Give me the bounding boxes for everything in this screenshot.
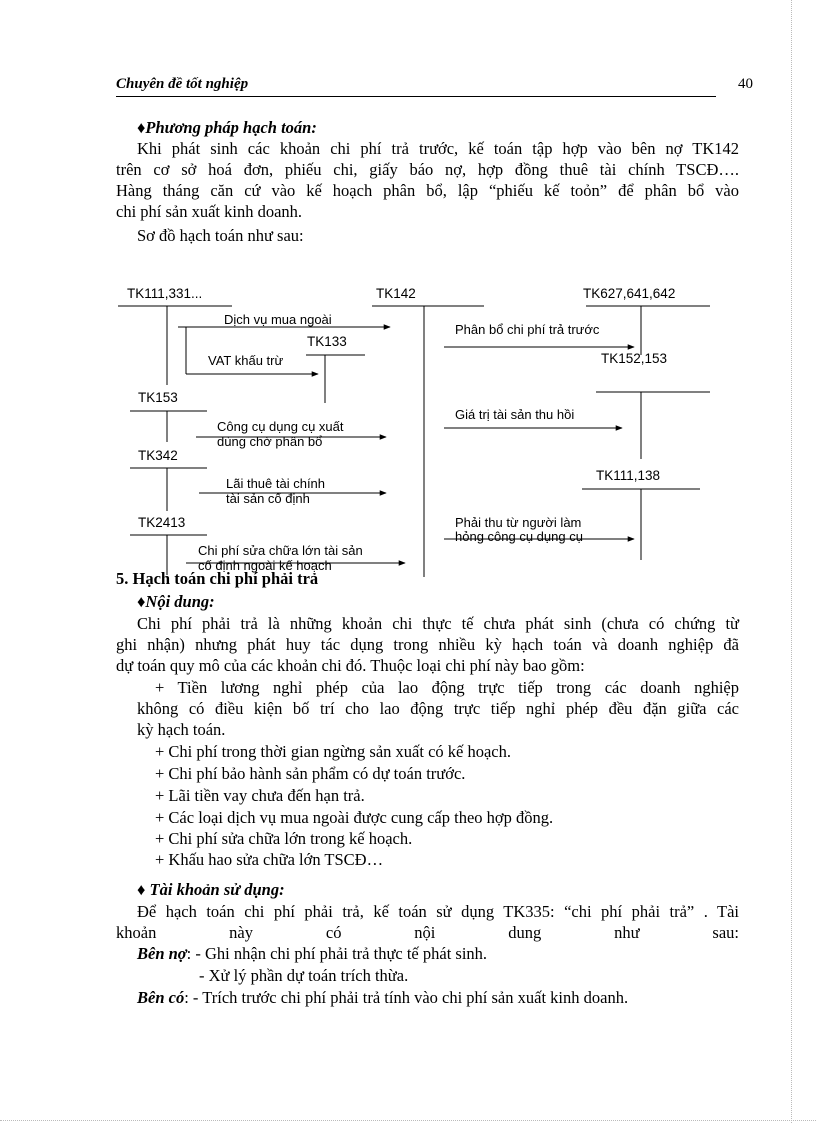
flow-label: Công cụ dụng cụ xuất <box>217 419 344 434</box>
account-heading: ♦ Tài khoản sử dụng: <box>137 880 285 899</box>
list-item: + Lãi tiền vay chưa đến hạn trả. <box>155 786 365 805</box>
credit-line: Bên có: - Trích trước chi phí phải trả tính vào chi phí sản xuất kinh doanh. <box>137 988 629 1007</box>
diamond-bullet-icon: ♦ <box>137 118 146 137</box>
diamond-bullet-icon: ♦ <box>137 880 146 899</box>
flow-label: cố định ngoài kế hoạch <box>198 558 332 573</box>
debit-label: Bên nợ <box>137 944 187 963</box>
account-label: TK142 <box>376 286 416 301</box>
page-edge-guide <box>0 1120 816 1121</box>
list-item: + Khấu hao sửa chữa lớn TSCĐ… <box>155 850 384 869</box>
section-heading: 5. Hạch toán chi phí phải trả <box>116 569 319 588</box>
flow-label: hỏng công cụ dụng cụ <box>455 529 583 544</box>
flow-label: dùng chờ phân bổ <box>217 434 323 449</box>
list-item: kỳ hạch toán. <box>137 720 226 739</box>
account-label: TK2413 <box>138 515 186 530</box>
paragraph-line: Chi phí phải trả là những khoản chi thực tế chưa phát sinh (chưa có chứng từ <box>137 614 739 633</box>
list-item: + Chi phí bảo hành sản phẩm có dự toán trước. <box>155 764 466 783</box>
list-item: + Các loại dịch vụ mua ngoài được cung cấp theo hợp đồng. <box>155 808 554 827</box>
paragraph-line: Để hạch toán chi phí phải trả, kế toán sử dụng TK335: “chi phí phải trả” . Tài <box>137 902 739 921</box>
account-label: TK111,138 <box>596 468 661 483</box>
list-item: + Chi phí trong thời gian ngừng sản xuất có kế hoạch. <box>155 742 511 761</box>
list-item: + Tiền lương nghỉ phép của lao động trực tiếp trong các doanh nghiệp <box>155 678 739 697</box>
header-title: Chuyên đề tốt nghiệp <box>116 76 249 92</box>
diagram-intro: Sơ đồ hạch toán như sau: <box>137 226 304 245</box>
flow-label: Lãi thuê tài chính <box>226 476 326 491</box>
flow-label: Dịch vụ mua ngoài <box>224 312 332 327</box>
flow-label: Phân bổ chi phí trả trước <box>455 322 600 337</box>
list-item: + Chi phí sửa chữa lớn trong kế hoạch. <box>155 829 413 848</box>
list-item: không có điều kiện bố trí cho lao động trực tiếp nghỉ phép đều đặn giữa các <box>137 699 739 718</box>
paragraph-line: chi phí sản xuất kinh doanh. <box>116 202 303 221</box>
method-heading: ♦Phương pháp hạch toán: <box>137 118 317 137</box>
flow-label: VAT khấu trừ <box>208 353 284 368</box>
paragraph-line: khoản này có nội dung như sau: <box>116 923 739 942</box>
flow-label: tài sản cố định <box>226 491 310 506</box>
flow-label: Chi phí sửa chữa lớn tài sản <box>198 543 363 558</box>
paragraph-line: trên cơ sở hoá đơn, phiếu chi, giấy báo nợ, hợp đồng thuê tài chính TSCĐ…. <box>116 160 739 179</box>
debit-line: - Xử lý phần dự toán trích thừa. <box>199 966 409 985</box>
account-label: TK153 <box>138 390 178 405</box>
account-label: TK111,331... <box>127 286 203 301</box>
flow-label: Giá trị tài sản thu hồi <box>455 407 575 422</box>
account-label: TK627,641,642 <box>583 286 676 301</box>
paragraph-line: dự toán quy mô của các khoản chi đó. Thuộc loại chi phí này bao gồm: <box>116 656 585 675</box>
content-heading: ♦Nội dung: <box>137 592 215 611</box>
paragraph-line: Hàng tháng căn cứ vào kế hoạch phân bổ, lập “phiếu kế toỏn” để phân bổ vào <box>116 181 739 200</box>
paragraph-line: ghi nhận) nhưng phát huy tác dụng trong nhiều kỳ hạch toán và doanh nghiệp đã <box>116 635 739 654</box>
account-label: TK342 <box>138 448 178 463</box>
debit-line: Bên nợ: - Ghi nhận chi phí phải trả thực tế phát sinh. <box>137 944 488 963</box>
paragraph-line: Khi phát sinh các khoản chi phí trả trước, kế toán tập hợp vào bên nợ TK142 <box>137 139 739 158</box>
credit-label: Bên có <box>137 988 185 1007</box>
diamond-bullet-icon: ♦ <box>137 592 146 611</box>
flow-label: Phải thu từ người làm <box>455 515 582 530</box>
account-label: TK133 <box>307 334 347 349</box>
account-label: TK152,153 <box>601 351 668 366</box>
page-number: 40 <box>738 76 753 92</box>
